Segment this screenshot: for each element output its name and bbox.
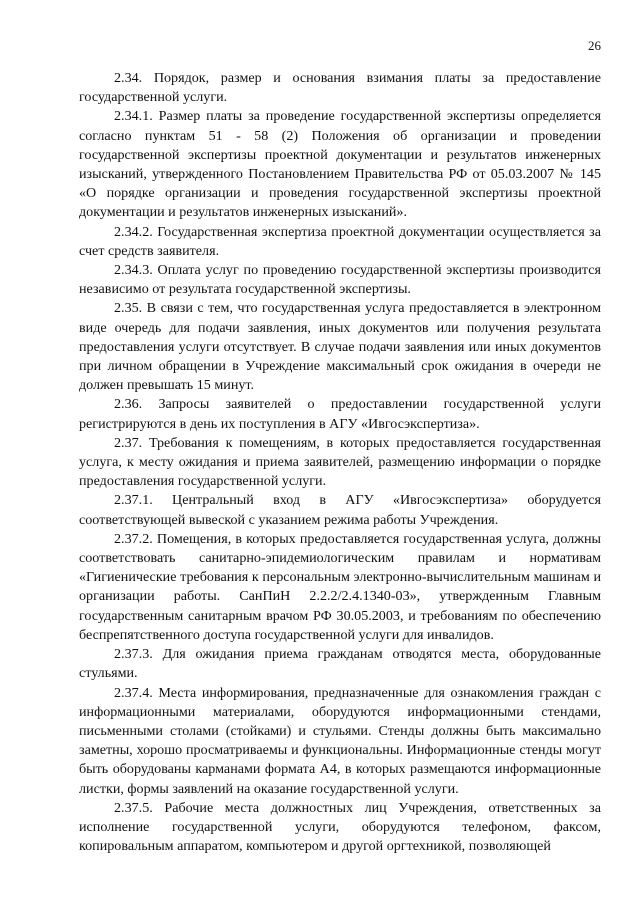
paragraph-2-37-4: 2.37.4. Места информирования, предназначенные для ознакомления граждан с информационными материалами, оборудуются информационными стендами, письменными столами (стойками) и стульями. Стенды должны быть максимально заметны, хорошо просматриваемы и функциональны. Информационные стенды могут быть оборудованы карманами формата А4, в которых размещаются информационные листки, формы заявлений на оказание государственной услуги. <box>79 684 601 797</box>
paragraph-2-34-3: 2.34.3. Оплата услуг по проведению государственной экспертизы производится независимо от результата государственной экспертизы. <box>79 262 601 298</box>
paragraph-2-35: 2.35. В связи с тем, что государственная услуга предоставляется в электронном виде очередь для подачи заявления, иных документов или получения результата предоставления услуги отсутствует. В случае подачи заявления или иных документов при личном обращении в Учреждение максимальный срок ожидания в очереди не должен превышать 15 минут. <box>79 300 601 394</box>
paragraph-2-34: 2.34. Порядок, размер и основания взимания платы за предоставление государственной услуги. <box>79 70 601 106</box>
paragraph-2-37: 2.37. Требования к помещениям, в которых предоставляется государственная услуга, к месту ожидания и приема заявителей, размещению информации о порядке предоставления государственной услуги. <box>79 434 601 490</box>
paragraph-2-37-5: 2.37.5. Рабочие места должностных лиц Учреждения, ответственных за исполнение государственной услуги, оборудуются телефоном, факсом, копировальным аппаратом, компьютером и другой оргтехникой, позволяющей <box>79 799 601 855</box>
paragraph-2-36: 2.36. Запросы заявителей о предоставлении государственной услуги регистрируются в день их поступления в АГУ «Ивгосэкспертиза». <box>79 396 601 432</box>
paragraph-2-37-3: 2.37.3. Для ожидания приема гражданам отводятся места, оборудованные стульями. <box>79 646 601 682</box>
document-body <box>79 69 601 856</box>
paragraph-2-34-2: 2.34.2. Государственная экспертиза проектной документации осуществляется за счет средств заявителя. <box>79 223 601 259</box>
page-number: 26 <box>588 38 601 53</box>
paragraph-2-37-1: 2.37.1. Центральный вход в АГУ «Ивгосэкспертиза» оборудуется соответствующей вывеской с указанием режима работы Учреждения. <box>79 492 601 528</box>
paragraph-2-37-2: 2.37.2. Помещения, в которых предоставляется государственная услуга, должны соответствовать санитарно-эпидемиологическим правилам и нормативам «Гигиенические требования к персональным электронно-вычислительным машинам и организации работы. СанПиН 2.2.2/2.4.1340-03», утвержденным Главным государственным санитарным врачом РФ 30.05.2003, и требованиям по обеспечению беспрепятственного доступа государственной услуги для инвалидов. <box>79 530 601 643</box>
paragraph-2-34-1: 2.34.1. Размер платы за проведение государственной экспертизы определяется согласно пунктам 51 - 58 (2) Положения об организации и проведении государственной экспертизы проектной документации и результатов инженерных изысканий, утвержденного Постановлением Правительства РФ от 05.03.2007 № 145 «О порядке организации и проведения государственной экспертизы проектной документации и результатов инженерных изысканий». <box>79 108 601 221</box>
